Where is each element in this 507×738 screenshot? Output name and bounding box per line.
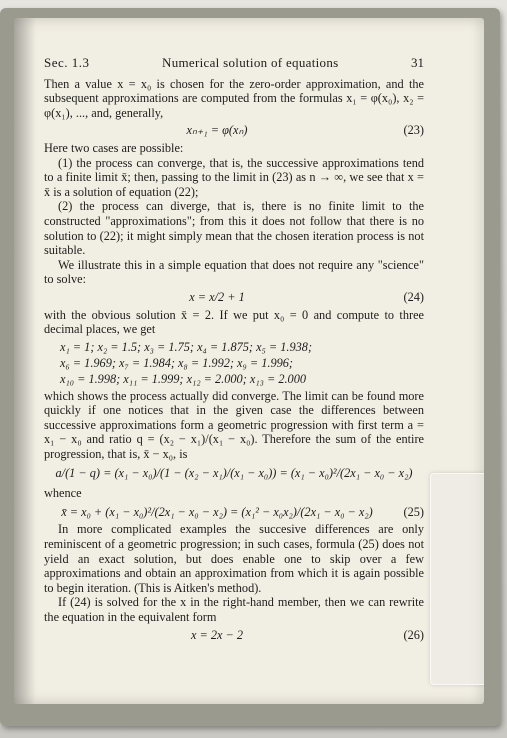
paragraph-rewrite: If (24) is solved for the x in the right-hand member, then we can rewrite the equation in the equivalent form bbox=[44, 595, 424, 624]
book-page bbox=[14, 18, 484, 704]
paragraph-case-2: (2) the process can diverge, that is, there is no finite limit to the constructed "approximations"; from this it does not follow that there is no solution to (22); it might simply mean that the chosen iteration process is not suitable. bbox=[44, 199, 424, 258]
page-number: 31 bbox=[411, 55, 424, 70]
plastic-sleeve-reflection bbox=[430, 473, 484, 685]
equation-24-number: (24) bbox=[403, 289, 424, 304]
equation-23-formula: xₙ₊₁ = φ(xₙ) bbox=[186, 123, 248, 138]
page-gutter-shadow bbox=[14, 18, 36, 704]
paragraph-cases-lead: Here two cases are possible: bbox=[44, 140, 184, 155]
iteration-values-row-2: x₆ = 1.969; x₇ = 1.984; x₈ = 1.992; x₉ = 1.996; bbox=[60, 355, 293, 370]
equation-24 bbox=[44, 290, 424, 305]
paragraph-aitken: In more complicated examples the succesive differences are only reminiscent of a geometric progression; in such cases, formula (25) does not yield an exact solution, but does enable one to skip over a few approximations and obtain an approximation from which it is again possible to begin iteration. (This is Aitken's method). bbox=[44, 522, 424, 595]
equation-26 bbox=[44, 628, 424, 643]
equation-25-number: (25) bbox=[403, 504, 424, 519]
iteration-values bbox=[60, 339, 424, 387]
page-text bbox=[44, 56, 424, 645]
iteration-values-row-1: x₁ = 1; x₂ = 1.5; x₃ = 1.75; x₄ = 1.875; x₅ = 1.938; bbox=[60, 339, 313, 354]
equation-25 bbox=[44, 505, 424, 520]
running-title: Numerical solution of equations bbox=[162, 55, 339, 70]
equation-23 bbox=[44, 123, 424, 138]
paragraph-illustrate: We illustrate this in a simple equation that does not require any "science" to solve: bbox=[44, 257, 424, 287]
paragraph-case-1: (1) the process can converge, that is, the successive approximations tend to a finite limit x̄; then, passing to the limit in (23) as n → ∞, we see that x = x̄ is a solution of equation (22); bbox=[44, 155, 424, 199]
equation-23-number: (23) bbox=[403, 123, 424, 138]
paragraph-intro: Then a value x = x₀ is chosen for the zero-order approximation, and the subsequent approximations are computed from the formulas x₁ = φ(x₀), x₂ = φ(x₁), ..., and, generally, bbox=[44, 76, 424, 120]
equation-26-number: (26) bbox=[403, 627, 424, 642]
equation-26-formula: x = 2x − 2 bbox=[190, 627, 244, 642]
equation-24-formula: x = x/2 + 1 bbox=[189, 289, 245, 304]
section-number: Sec. 1.3 bbox=[44, 55, 90, 70]
equation-sum-formula: a/(1 − q) = (x₁ − x₀)/(1 − (x₂ − x₁)/(x₁ − x₀)) = (x₁ − x₀)²/(2x₁ − x₀ − x₂) bbox=[55, 465, 413, 480]
whence-label: whence bbox=[44, 486, 82, 501]
paragraph-convergence: which shows the process actually did converge. The limit can be found more quickly if one notices that in the given case the differences between successive approximations form a geometric progression with first term a = x₁ − x₀ and ratio q = (x₂ − x₁)/(x₁ − x₀). Therefore the sum of the entire progression, that is, x̄ − x₀, is bbox=[44, 388, 424, 462]
iteration-values-row-3: x₁₀ = 1.998; x₁₁ = 1.999; x₁₂ = 2.000; x₁₃ = 2.000 bbox=[60, 371, 306, 386]
paragraph-solution: with the obvious solution x̄ = 2. If we put x₀ = 0 and compute to three decimal places, we get bbox=[44, 307, 424, 337]
equation-sum bbox=[44, 466, 424, 481]
running-header bbox=[44, 56, 424, 71]
equation-25-formula: x̄ = x₀ + (x₁ − x₀)²/(2x₁ − x₀ − x₂) = (x₁² − x₀x₂)/(2x₁ − x₀ − x₂) bbox=[61, 504, 373, 519]
